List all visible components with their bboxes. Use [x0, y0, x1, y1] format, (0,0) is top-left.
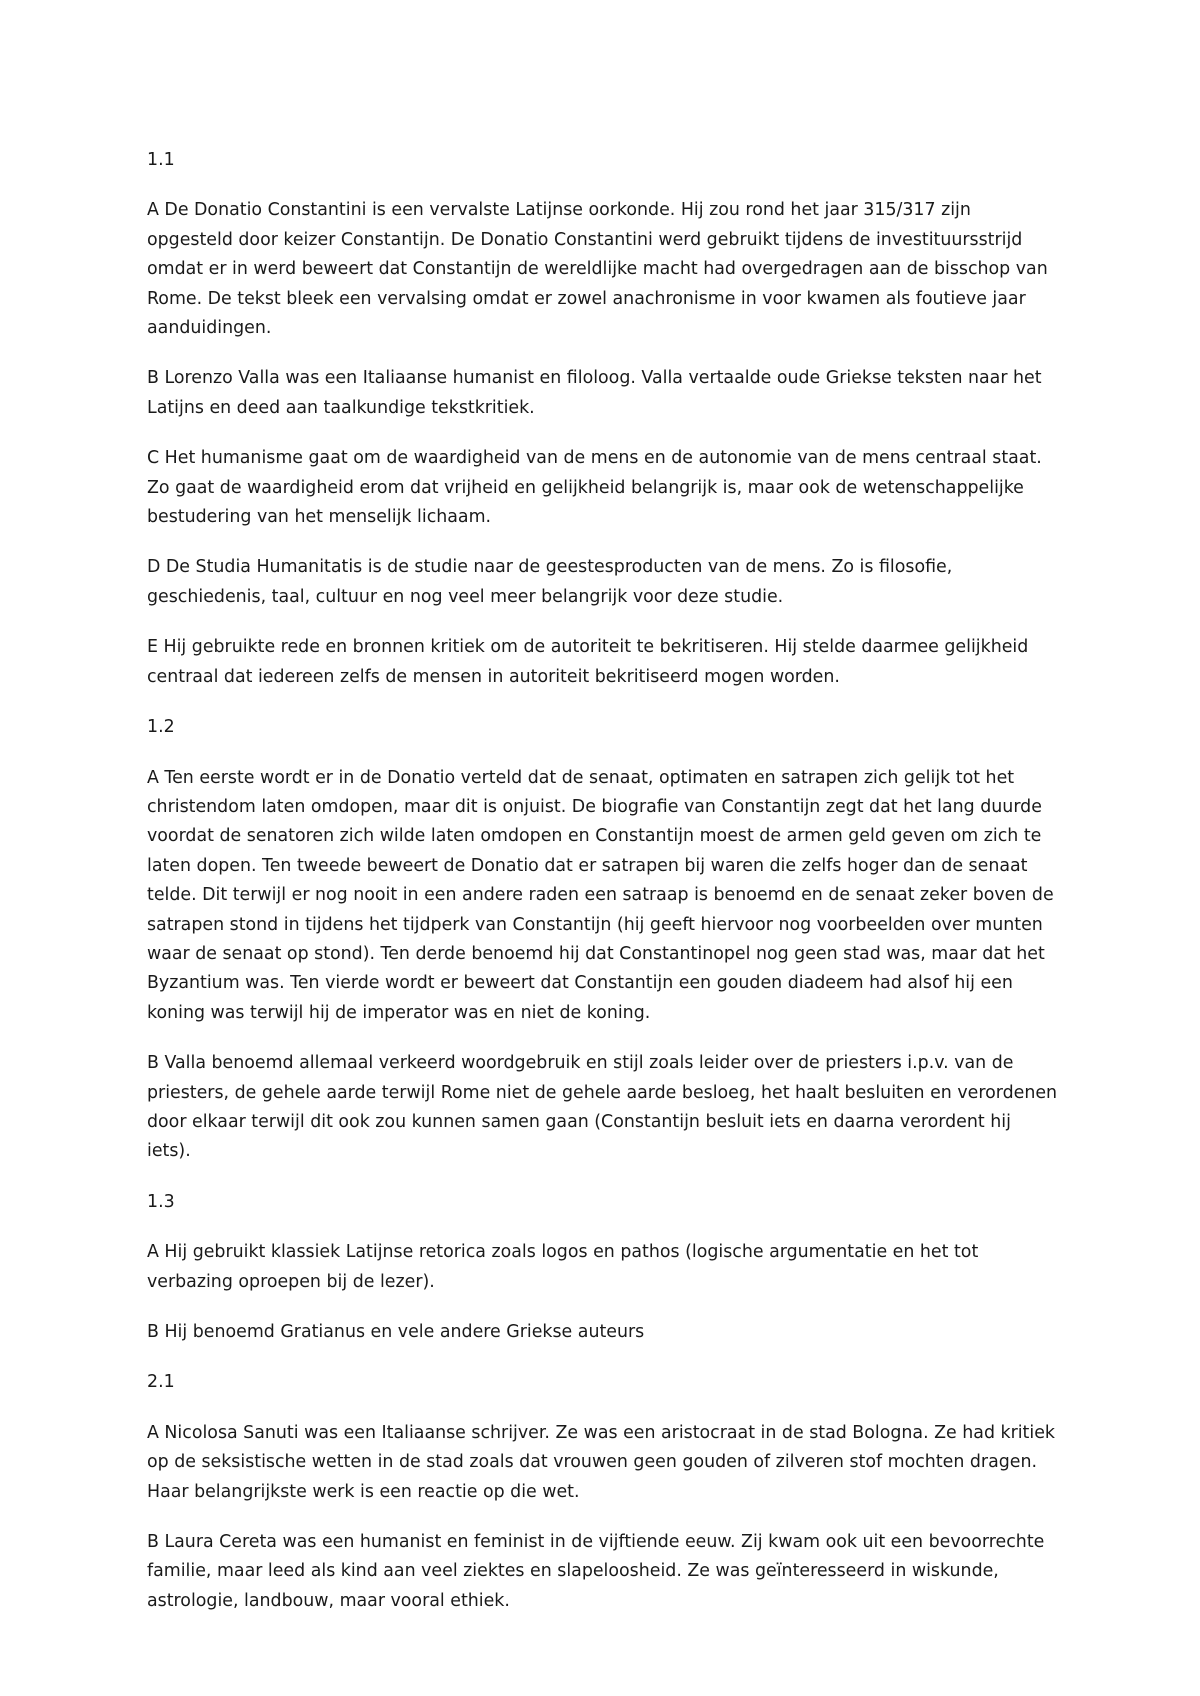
paragraph: A Ten eerste wordt er in de Donatio verteld dat de senaat, optimaten en satrapen zich gelijk tot het christendom laten omdopen, maar dit is onjuist. De biografie van Constantijn zegt dat het lang duurde voordat de senatoren zich wilde laten omdopen en Constantijn moest de armen geld geven om zich te laten dopen. Ten tweede beweert de Donatio dat er satrapen bij waren die zelfs hoger dan de senaat telde. Dit terwijl er nog nooit in een andere raden een satraap is benoemd en de senaat zeker boven de satrapen stond in tijdens het tijdperk van Constantijn (hij geeft hiervoor nog voorbeelden over munten waar de senaat op stond). Ten derde benoemd hij dat Constantinopel nog geen stad was, maar dat het Byzantium was. Ten vierde wordt er beweert dat Constantijn een gouden diadeem had alsof hij een koning was terwijl hij de imperator was en niet de koning. — [147, 767, 1054, 1023]
section-1-3 — [147, 1188, 1060, 1348]
section-heading: 2.1 — [147, 1372, 175, 1393]
section-heading: 1.3 — [147, 1191, 175, 1212]
section-1-2 — [147, 713, 1060, 1167]
paragraph: A Nicolosa Sanuti was een Italiaanse schrijver. Ze was een aristocraat in de stad Bologna. Ze had kritiek op de seksistische wetten in de stad zoals dat vrouwen geen gouden of zilveren stof mochten dragen. Haar belangrijkste werk is een reactie op die wet. — [147, 1422, 1055, 1502]
paragraph: B Valla benoemd allemaal verkeerd woordgebruik en stijl zoals leider over de priesters i.p.v. van de priesters, de gehele aarde terwijl Rome niet de gehele aarde besloeg, het haalt besluiten en verordenen door elkaar terwijl dit ook zou kunnen samen gaan (Constantijn besluit iets en daarna verordent hij iets). — [147, 1053, 1058, 1162]
paragraph: E Hij gebruikte rede en bronnen kritiek om de autoriteit te bekritiseren. Hij stelde daarmee gelijkheid centraal dat iedereen zelfs de mensen in autoriteit bekritiseerd mogen worden. — [147, 637, 1029, 687]
section-heading: 1.2 — [147, 717, 175, 738]
paragraph: A Hij gebruikt klassiek Latijnse retorica zoals logos en pathos (logische argumentatie en het tot verbazing oproepen bij de lezer). — [147, 1242, 979, 1292]
paragraph: A De Donatio Constantini is een vervalste Latijnse oorkonde. Hij zou rond het jaar 315/317 zijn opgesteld door keizer Constantijn. De Donatio Constantini werd gebruikt tijdens de investituursstrijd omdat er in werd beweert dat Constantijn de wereldlijke macht had overgedragen aan de bisschop van Rome. De tekst bleek een vervalsing omdat er zowel anachronisme in voor kwamen als foutieve jaar aanduidingen. — [147, 200, 1048, 339]
paragraph: D De Studia Humanitatis is de studie naar de geestesproducten van de mens. Zo is filosofie, geschiedenis, taal, cultuur en nog veel meer belangrijk voor deze studie. — [147, 557, 953, 607]
paragraph: C Het humanisme gaat om de waardigheid van de mens en de autonomie van de mens centraal staat. Zo gaat de waardigheid erom dat vrijheid en gelijkheid belangrijk is, maar ook de wetenschappelijke bestudering van het menselijk lichaam. — [147, 448, 1042, 528]
section-heading: 1.1 — [147, 150, 175, 170]
section-1-1 — [147, 146, 1060, 692]
paragraph: B Laura Cereta was een humanist en feminist in de vijftiende eeuw. Zij kwam ook uit een bevoorrechte familie, maar leed als kind aan veel ziektes en slapeloosheid. Ze was geïnteresseerd in wiskunde, astrologie, landbouw, maar vooral ethiek. — [147, 1532, 1045, 1611]
paragraph: B Hij benoemd Gratianus en vele andere Griekse auteurs — [147, 1322, 645, 1342]
paragraph: B Lorenzo Valla was een Italiaanse humanist en filoloog. Valla vertaalde oude Griekse teksten naar het Latijns en deed aan taalkundige tekstkritiek. — [147, 368, 1042, 418]
section-2-1 — [147, 1368, 1060, 1616]
